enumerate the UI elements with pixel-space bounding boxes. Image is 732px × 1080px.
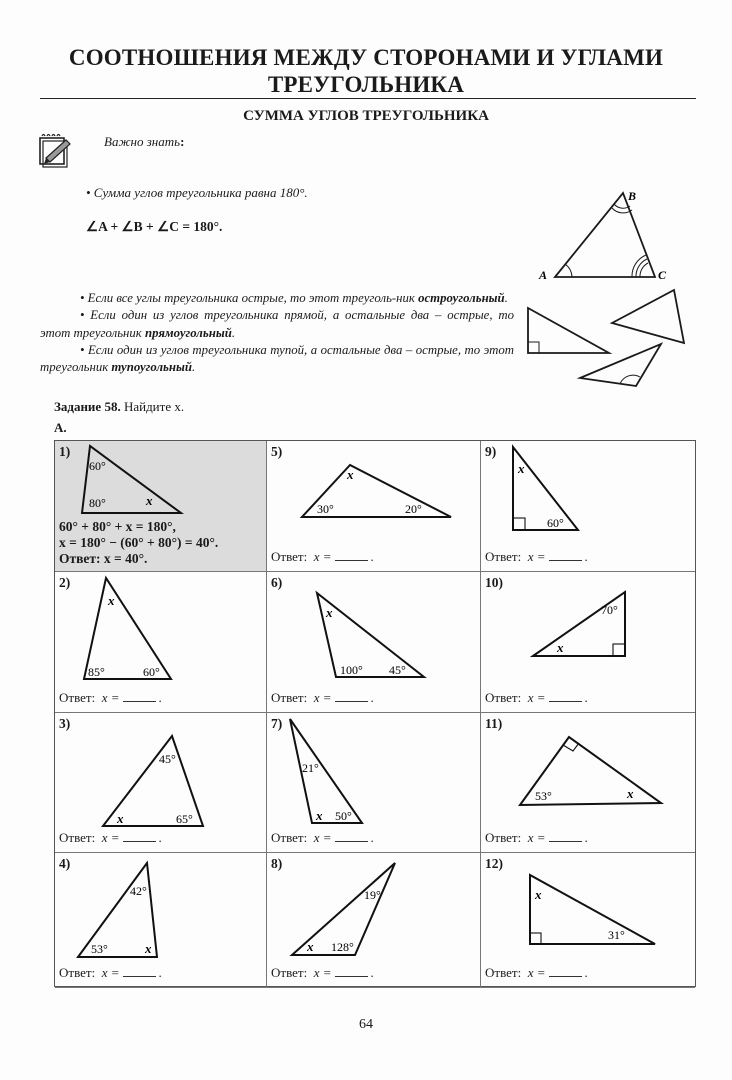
important-colon: : (180, 134, 185, 149)
answer-prefix: Ответ: (59, 965, 96, 980)
answer-suffix: . (370, 830, 374, 845)
angle-label: 21° (302, 761, 319, 775)
problem-number: 4) (59, 856, 71, 871)
angle-label: 19° (364, 888, 381, 902)
answer-suffix: . (584, 549, 588, 564)
unknown-label: x (146, 493, 153, 508)
angle-label: 65° (176, 812, 193, 826)
right-angle-mark (563, 743, 579, 751)
problem-number: 3) (59, 716, 71, 731)
important-text: Важно знать (104, 134, 181, 149)
answer-var: x = (527, 549, 546, 564)
answer-var: x = (527, 965, 546, 980)
answer-var: x = (101, 690, 120, 705)
unknown-label: x (518, 461, 525, 476)
task-part: А. (54, 420, 67, 435)
unknown-label: x (557, 640, 564, 655)
problem-number: 11) (485, 716, 503, 731)
problem-cell-10 (481, 572, 695, 713)
triangle-figure-12 (481, 853, 695, 953)
answer-prefix: Ответ: (485, 690, 522, 705)
triangle-figure-8 (267, 853, 481, 963)
rule-text: • Если один из углов треугольника прямой, а остальные два – острые, то этот треугольник (40, 308, 514, 340)
problem-cell-11 (481, 713, 695, 853)
problem-cell-4 (55, 853, 267, 988)
answer-line (59, 690, 162, 706)
answer-prefix: Ответ: (485, 549, 522, 564)
angle-label: 80° (89, 496, 106, 510)
label-b: B (628, 189, 637, 203)
answer-suffix: . (158, 830, 162, 845)
answer-suffix: . (158, 965, 162, 980)
answer-line (485, 965, 588, 981)
unknown-label: x (117, 811, 124, 826)
angle-label: 70° (601, 603, 618, 617)
angle-label: 60° (143, 665, 160, 679)
problem-cell-12 (481, 853, 695, 988)
label-c: C (658, 268, 667, 282)
problems-grid (54, 440, 696, 987)
answer-suffix: . (158, 690, 162, 705)
right-angle-mark (530, 933, 541, 944)
answer-prefix: Ответ: (59, 830, 96, 845)
answer-blank-field[interactable] (335, 550, 368, 561)
title-divider (40, 98, 696, 99)
solution-line: x = 180° − (60° + 80°) = 40°. (59, 535, 219, 550)
answer-var: x = (527, 690, 546, 705)
triangle-figure-11 (481, 713, 695, 813)
answer-prefix: Ответ: (485, 830, 522, 845)
title-line-1: СООТНОШЕНИЯ МЕЖДУ СТОРОНАМИ И УГЛАМИ (68, 45, 664, 70)
answer-blank-field[interactable] (549, 691, 582, 702)
rule-suffix: . (504, 291, 508, 305)
answer-line (59, 830, 162, 846)
answer-prefix: Ответ: (271, 690, 308, 705)
angle-label: 30° (317, 502, 334, 516)
answer-blank-field[interactable] (123, 691, 156, 702)
problem-number: 1) (59, 444, 71, 459)
triangle-figure-3 (55, 713, 267, 828)
problem-number: 10) (485, 575, 503, 590)
angle-label: 53° (535, 789, 552, 803)
triangle-figure-2 (55, 572, 267, 687)
rule-text: • Если все углы треугольника острые, то этот треуголь-ник (80, 291, 419, 305)
answer-blank-field[interactable] (335, 966, 368, 977)
problem-cell-5 (267, 441, 481, 572)
angle-label: 85° (88, 665, 105, 679)
angle-label: 60° (89, 459, 106, 473)
unknown-label: x (316, 808, 323, 823)
rule-obtuse (40, 342, 514, 377)
answer-blank-field[interactable] (335, 831, 368, 842)
rule-term: прямоугольный (144, 325, 232, 340)
angle-sum-rule: • Сумма углов треугольника равна 180°. (86, 185, 308, 200)
triangle-figure-1 (55, 441, 267, 521)
answer-var: x = (313, 690, 332, 705)
problem-cell-1 (55, 441, 267, 572)
rule-suffix: . (231, 325, 236, 340)
rule-text: • Если один из углов треугольника тупой, а остальные два – острые, то этот треугольник (40, 342, 514, 375)
rule-term: тупоугольный (111, 360, 192, 375)
answer-suffix: . (584, 690, 588, 705)
answer-var: x = (313, 549, 332, 564)
answer-var: x = (313, 965, 332, 980)
angle-label: 60° (547, 516, 564, 530)
angle-label: 42° (130, 884, 147, 898)
rule-suffix: . (192, 360, 196, 375)
task-instruction: Найдите x. (120, 399, 185, 414)
problem-cell-9 (481, 441, 695, 572)
angle-label: 53° (91, 942, 108, 956)
unknown-label: x (108, 593, 115, 608)
problem-number: 2) (59, 575, 71, 590)
answer-line (271, 965, 374, 981)
right-angle-mark (613, 644, 625, 656)
task-heading (54, 399, 184, 415)
angle-label: 45° (159, 752, 176, 766)
page-number: 64 (359, 1017, 373, 1032)
angle-label: 45° (389, 663, 406, 677)
answer-suffix: . (370, 549, 374, 564)
answer-prefix: Ответ: (271, 549, 308, 564)
solution-answer: Ответ: x = 40°. (59, 551, 148, 566)
problem-number: 6) (271, 575, 283, 590)
answer-prefix: Ответ: (271, 965, 308, 980)
answer-var: x = (313, 830, 332, 845)
answer-var: x = (101, 830, 120, 845)
angle-label: 31° (608, 928, 625, 942)
rule-right (40, 307, 514, 342)
triangle-types-rules (40, 290, 514, 376)
unknown-label: x (307, 939, 314, 954)
right-triangle-figure (528, 308, 609, 353)
answer-blank-field[interactable] (549, 831, 582, 842)
answer-line (271, 690, 374, 706)
rule-acute (40, 290, 514, 307)
unknown-label: x (535, 887, 542, 902)
answer-prefix: Ответ: (59, 690, 96, 705)
answer-var: x = (101, 965, 120, 980)
triangle-figure-5 (267, 441, 481, 531)
worked-solution (59, 519, 218, 567)
label-a: A (539, 268, 548, 282)
answer-suffix: . (584, 830, 588, 845)
solution-line: 60° + 80° + x = 180°, (59, 519, 176, 534)
triangle-figure-6 (267, 572, 481, 687)
right-angle-mark (513, 518, 525, 530)
angle-label: 100° (340, 663, 363, 677)
answer-prefix: Ответ: (485, 965, 522, 980)
page-title (0, 44, 732, 98)
triangle-figure-9 (481, 441, 695, 541)
triangle-figure-10 (481, 572, 695, 672)
answer-line (485, 830, 588, 846)
answer-suffix: . (370, 690, 374, 705)
problem-number: 12) (485, 856, 503, 871)
problem-number: 5) (271, 444, 283, 459)
rule-term: остроугольный (418, 291, 505, 305)
answer-line (271, 549, 374, 565)
answer-line (271, 830, 374, 846)
answer-blank-field[interactable] (123, 831, 156, 842)
unknown-label: x (347, 467, 354, 482)
triangle-abc-figure (555, 193, 655, 277)
important-label (104, 134, 184, 150)
task-number: Задание 58. (54, 399, 121, 414)
angle-label: 128° (331, 940, 354, 954)
answer-blank-field[interactable] (549, 966, 582, 977)
answer-prefix: Ответ: (271, 830, 308, 845)
triangle-figure-4 (55, 853, 267, 963)
problem-cell-6 (267, 572, 481, 713)
title-line-2: ТРЕУГОЛЬНИКА (267, 72, 465, 97)
acute-triangle-figure (612, 290, 684, 343)
problem-cell-8 (267, 853, 481, 988)
answer-var: x = (527, 830, 546, 845)
answer-blank-field[interactable] (123, 966, 156, 977)
obtuse-triangle-figure (580, 344, 661, 386)
answer-line (485, 690, 588, 706)
angle-label: 20° (405, 502, 422, 516)
notepad-pencil-icon (36, 130, 74, 168)
unknown-label: x (326, 605, 333, 620)
theory-figures (520, 180, 710, 395)
problem-number: 7) (271, 716, 283, 731)
unknown-label: x (627, 786, 634, 801)
problem-cell-2 (55, 572, 267, 713)
angle-sum-formula: ∠A + ∠B + ∠C = 180°. (86, 219, 223, 234)
unknown-label: x (145, 941, 152, 956)
angle-label: 50° (335, 809, 352, 823)
problem-number: 8) (271, 856, 283, 871)
answer-suffix: . (584, 965, 588, 980)
problem-number: 9) (485, 444, 497, 459)
problem-cell-7 (267, 713, 481, 853)
section-subtitle: СУММА УГЛОВ ТРЕУГОЛЬНИКА (243, 108, 489, 124)
answer-line (59, 965, 162, 981)
answer-blank-field[interactable] (549, 550, 582, 561)
answer-suffix: . (370, 965, 374, 980)
answer-blank-field[interactable] (335, 691, 368, 702)
triangle-figure-7 (267, 713, 481, 828)
problem-cell-3 (55, 713, 267, 853)
answer-line (485, 549, 588, 565)
